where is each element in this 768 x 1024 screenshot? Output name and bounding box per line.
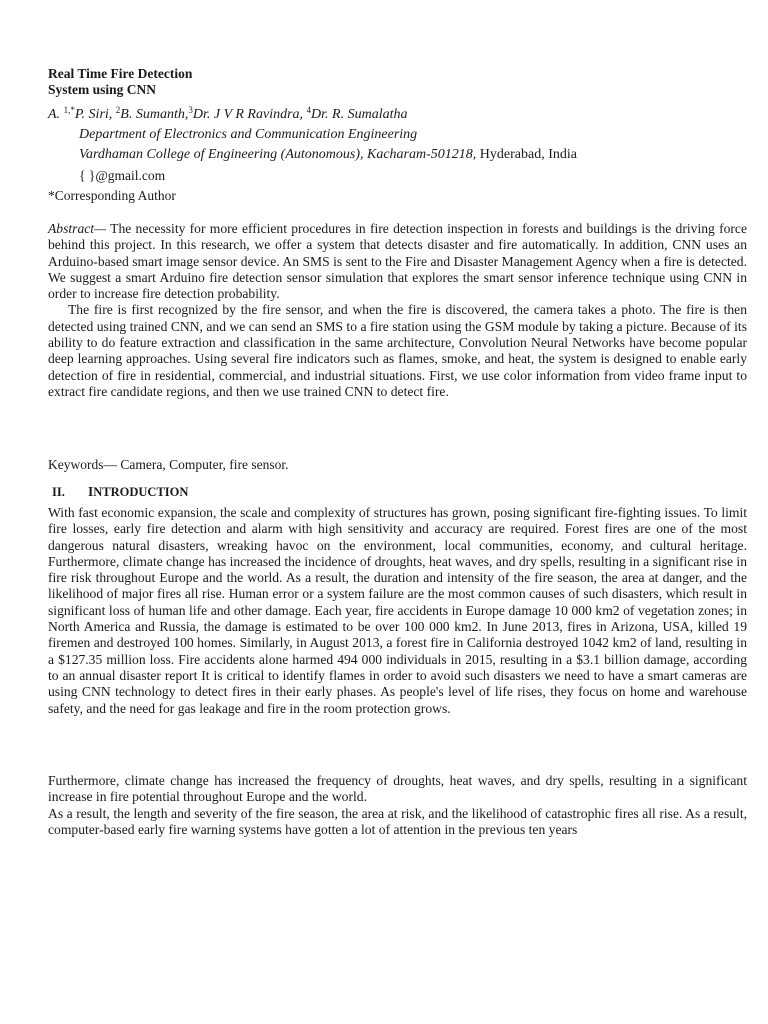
abstract-paragraph-2: The fire is first recognized by the fire sensor, and when the fire is discovered, the camera takes a photo. The fire is then detected using trained CNN, and we can send an SMS to a fire station using the GSM module by taking a picture. Because of its ability to do feature extraction and classification in the same architecture, Convolution Neural Networks have become popular deep learning approaches. Using several fire indicators such as flames, smoke, and heat, the system is designed to enable early detection of fire in residential, commercial, and industrial situations. First, we use color information from video frame input to extract fire candidate regions, and then we use trained CNN to detect fire. (48, 302, 747, 399)
abstract-paragraph-1 (48, 221, 747, 302)
introduction-continued (48, 773, 747, 838)
author-2: B. Sumanth, (120, 107, 189, 122)
author-1-superscript: 1,* (63, 105, 75, 115)
title-line-2: System using CNN (48, 82, 157, 97)
author-4-superscript: 4 (306, 105, 312, 115)
introduction-paragraph-2: Furthermore, climate change has increased the frequency of droughts, heat waves, and dry spells, resulting in a significant increase in fire potential throughout Europe and the world. (48, 773, 747, 805)
affiliation-city: Hyderabad, India (479, 147, 577, 162)
introduction-body (48, 505, 747, 717)
keywords: Keywords— Camera, Computer, fire sensor. (48, 457, 289, 472)
section-number: II. (52, 485, 65, 499)
author-3-superscript: 3 (188, 105, 193, 115)
author-3: Dr. J V R Ravindra, (192, 107, 304, 122)
title-line-1: Real Time Fire Detection (48, 66, 193, 81)
section-title-rest: NTRODUCTION (93, 485, 189, 499)
section-heading-introduction (52, 484, 188, 500)
author-4: Dr. R. Sumalatha (311, 107, 408, 122)
author-1: P. Siri, (74, 107, 113, 122)
author-list (48, 106, 408, 124)
author-2-superscript: 2 (115, 105, 121, 115)
affiliation-department: Department of Electronics and Communication Engineering (79, 127, 418, 142)
abstract-text-1: The necessity for more efficient procedures in fire detection inspection in forests and buildings is the driving force behind this project. In this research, we offer a system that detects disaster and fire automatically. In addition, CNN uses an Arduino-based smart image sensor device. An SMS is sent to the Fire and Disaster Management Agency when a fire is detected. We suggest a smart Arduino fire detection sensor simulation that explores the smart sensor inference technique using CNN in order to increase fire detection probability. (48, 221, 747, 302)
section-first-letter: I (88, 484, 94, 499)
introduction-paragraph-1: With fast economic expansion, the scale and complexity of structures has grown, posing significant fire-fighting issues. To limit fire losses, early fire detection and alarm with high sensitivity and accuracy are required. Forest fires are one of the most dangerous natural disasters, wreaking havoc on the environment, local communities, economy, and cultural heritage. Furthermore, climate change has increased the incidence of droughts, heat waves, and dry spells, resulting in a significant rise in fire risk throughout Europe and the world. As a result, the duration and intensity of the fire season, the area at danger, and the likelihood of major fires all rise. Human error or a system failure are the most common causes of such disasters, which result in significant loss of human life and other damage. Each year, fire accidents in Europe damage 10 000 km2 of vegetation zones; in North America and Russia, the damage is estimated to be over 100 000 km2. In June 2013, fires in Arizona, USA, killed 19 firemen and destroyed 100 homes. Similarly, in August 2013, a forest fire in California destroyed 1042 km2 of land, resulting in a $127.35 million loss. Fire accidents alone harmed 494 000 individuals in 2015, resulting in a $3.1 billion damage, according to an annual disaster report It is critical to identify flames in order to avoid such disasters we need to have a smart cameras are using CNN technology to detect fires in their early phases. As people's level of life rises, they focus on home and warehouse safety, and the need for gas leakage and fire in the room protection grows. (48, 505, 747, 716)
abstract (48, 221, 747, 400)
corresponding-author-note: *Corresponding Author (48, 188, 176, 203)
abstract-label: Abstract— (48, 221, 107, 236)
introduction-paragraph-3: As a result, the length and severity of the fire season, the area at risk, and the likelihood of catastrophic fires all rise. As a result, computer-based early fire warning systems have gotten a lot of attention in the previous ten years (48, 805, 747, 837)
author-prefix: A. (48, 107, 61, 122)
paper-title (48, 66, 192, 98)
author-email: { }@gmail.com (79, 168, 166, 183)
affiliation-college: Vardhaman College of Engineering (Autonomous), Kacharam-501218, (79, 147, 477, 162)
affiliation-college-line (79, 146, 577, 164)
